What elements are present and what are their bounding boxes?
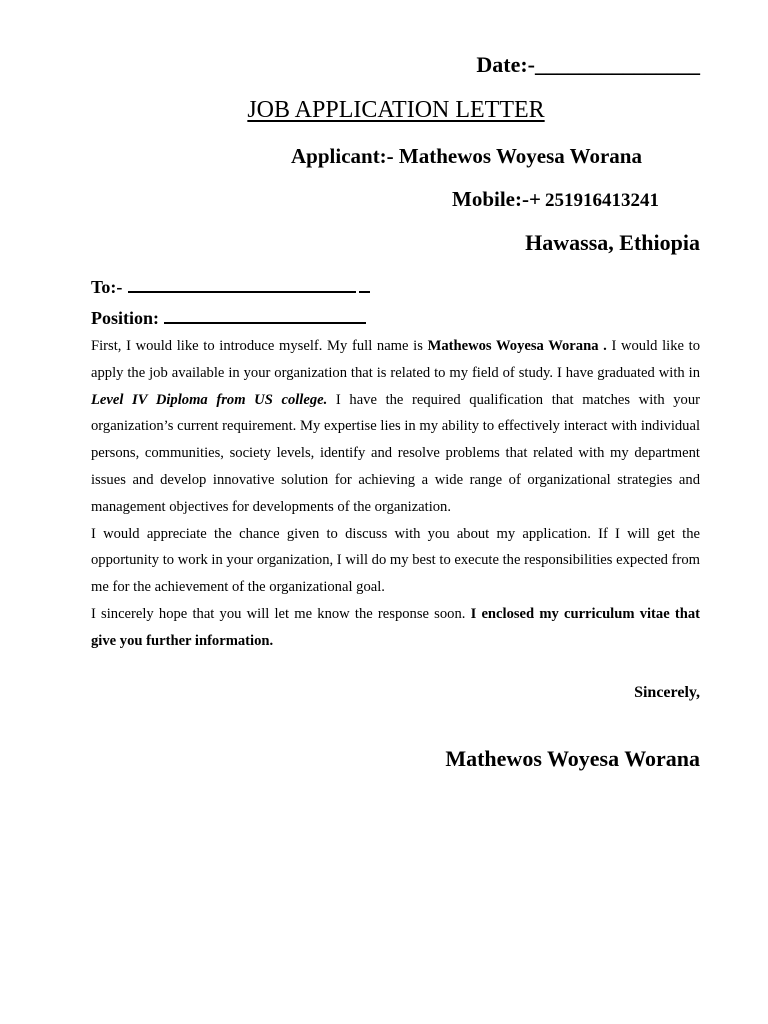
to-blank	[128, 274, 356, 293]
mobile-line	[452, 187, 659, 212]
sincerely-line: Sincerely,	[634, 684, 700, 701]
date-line: Date:-_______________	[476, 52, 700, 77]
to-line	[91, 274, 370, 298]
closing-bold-text: I enclosed my curriculum vitae that give you further information.	[91, 605, 701, 649]
to-label: To:-	[91, 277, 123, 297]
mobile-number: 251916413241	[544, 190, 659, 211]
position-blank	[164, 305, 366, 324]
intro-text-a: I would like to apply the job available in your organization that is related to my field of study. I have graduated with in	[91, 338, 700, 381]
intro-text-b: I have the required qualification that matches with your organization’s current requirement. My expertise lies in my ability to effectively interact with individual persons, communities, society levels, identify and resolve problems that related with my department issues and develop innovative solution for achieving a wide range of organizational strategies and management objectives for developments of the organization.	[91, 391, 701, 515]
paragraph-appreciation: I would appreciate the chance given to discuss with you about my application. If I will get the opportunity to work in your organization, I will do my best to execute the responsibilities expected from me for the achievement of the organizational goal.	[91, 525, 700, 596]
to-blank-tail	[359, 274, 370, 293]
position-line	[91, 305, 366, 329]
position-label: Position:	[91, 308, 160, 328]
location-line: Hawassa, Ethiopia	[525, 230, 700, 255]
intro-text: First, I would like to introduce myself. My full name is	[91, 338, 428, 354]
paragraph-closing	[91, 601, 700, 655]
paragraph-intro	[91, 333, 700, 521]
letter-title: JOB APPLICATION LETTER	[247, 97, 545, 123]
letter-body	[91, 333, 700, 655]
applicant-line: Applicant:- Mathewos Woyesa Worana	[291, 144, 642, 168]
closing-text: I sincerely hope that you will let me know the response soon.	[91, 605, 471, 622]
diploma-text: Level IV Diploma from US college.	[91, 391, 328, 408]
signature-name: Mathewos Woyesa Worana	[445, 746, 700, 771]
applicant-name-inline: Mathewos Woyesa Worana .	[427, 338, 607, 354]
mobile-label: Mobile:-+	[452, 187, 541, 211]
